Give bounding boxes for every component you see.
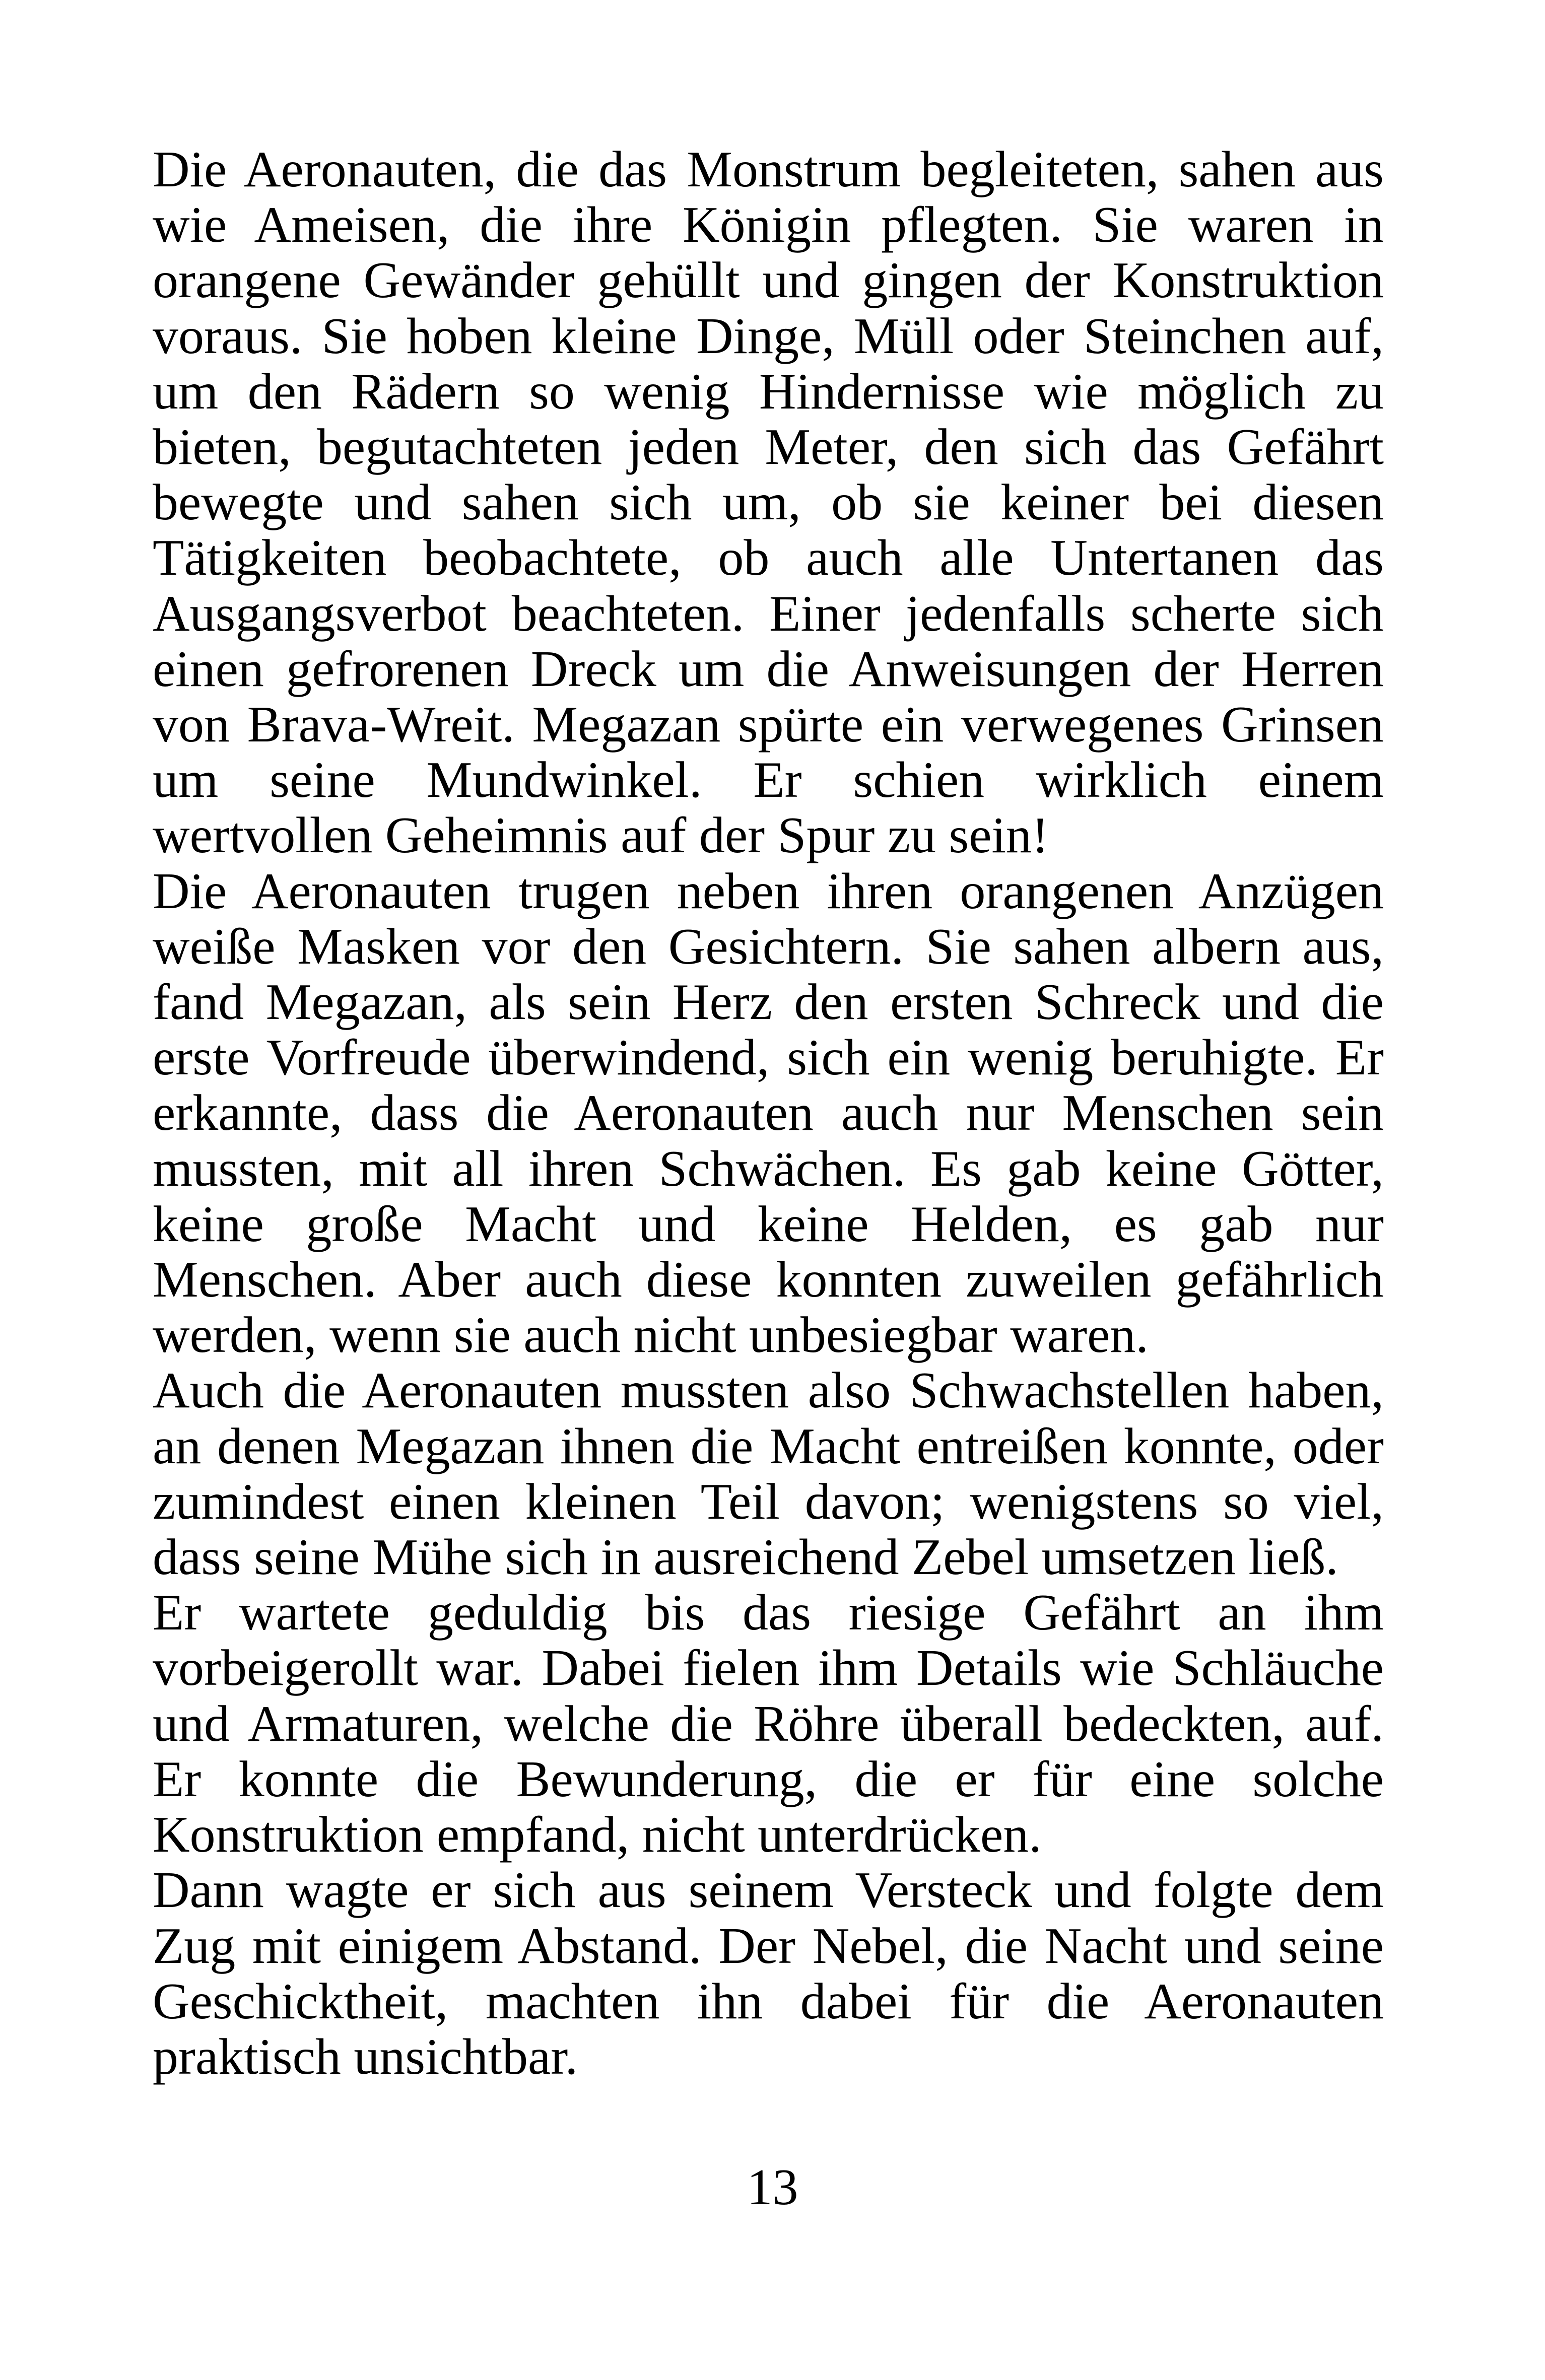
paragraph-1: Die Aeronauten, die das Monstrum begleiteten, sahen aus wie Ameisen, die ihre Königin pflegten. Sie waren in orangene Gewänder gehüllt und gingen der Konstruktion voraus. Sie hoben kleine Dinge, Müll oder Steinchen auf, um den Rädern so wenig Hindernisse wie möglich zu bieten, begutachteten jeden Meter, den sich das Gefährt bewegte und sahen sich um, ob sie keiner bei diesen Tätigkeiten beobachtete, ob auch alle Untertanen das Ausgangsverbot beachteten. Einer jedenfalls scherte sich einen gefrorenen Dreck um die Anweisungen der Herren von Brava-Wreit. Megazan spürte ein verwegenes Grinsen um seine Mundwinkel. Er schien wirklich einem wertvollen Geheimnis auf der Spur zu sein! [153,141,1384,864]
paragraph-3: Auch die Aeronauten mussten also Schwachstellen haben, an denen Megazan ihnen die Macht entreißen konnte, oder zumindest einen kleinen Teil davon; wenigstens so viel, dass seine Mühe sich in ausreichend Zebel umsetzen ließ. [153,1362,1384,1586]
paragraph-2: Die Aeronauten trugen neben ihren orangenen Anzügen weiße Masken vor den Gesichtern. Sie sahen albern aus, fand Megazan, als sein Herz den ersten Schreck und die erste Vorfreude überwindend, sich ein wenig beruhigte. Er erkannte, dass die Aeronauten auch nur Menschen sein mussten, mit all ihren Schwächen. Es gab keine Götter, keine große Macht und keine Helden, es gab nur Menschen. Aber auch diese konnten zuweilen gefährlich werden, wenn sie auch nicht unbesiegbar waren. [153,862,1384,1364]
paragraph-5: Dann wagte er sich aus seinem Versteck und folgte dem Zug mit einigem Abstand. Der Nebel, die Nacht und seine Geschicktheit, machten ihn dabei für die Aeronauten praktisch unsichtbar. [153,1862,1384,2085]
page-number: 13 [747,2159,798,2216]
body-text [153,142,1384,2085]
paragraph-4: Er wartete geduldig bis das riesige Gefährt an ihm vorbeigerollt war. Dabei fielen ihm Details wie Schläuche und Armaturen, welche die Röhre überall bedeckten, auf. Er konnte die Bewunderung, die er für eine solche Konstruktion empfand, nicht unterdrücken. [153,1584,1384,1864]
